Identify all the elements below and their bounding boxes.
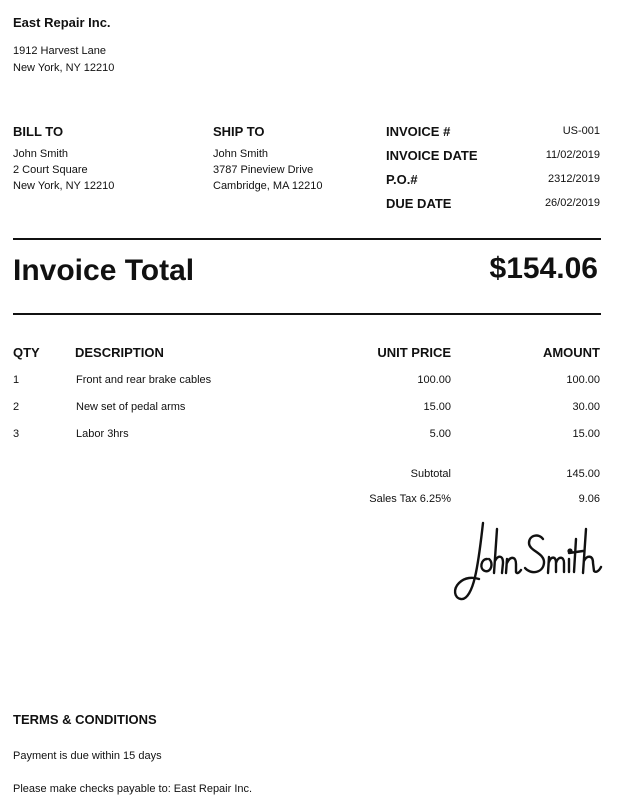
- due-date-value: 26/02/2019: [544, 197, 600, 209]
- signature: [445, 515, 605, 610]
- sales-tax-value: 9.06: [578, 493, 600, 505]
- due-date-label: DUE DATE: [386, 196, 452, 211]
- col-header-description: DESCRIPTION: [75, 345, 164, 360]
- company-address-line1: 1912 Harvest Lane: [13, 45, 106, 57]
- row-3-amount: 15.00: [572, 428, 600, 440]
- row-2-amount: 30.00: [572, 401, 600, 413]
- company-name: East Repair Inc.: [13, 15, 111, 30]
- invoice-date-value: 11/02/2019: [545, 149, 600, 161]
- col-header-qty: QTY: [13, 345, 40, 360]
- ship-to-name: John Smith: [213, 148, 269, 160]
- terms-line1: Payment is due within 15 days: [13, 750, 162, 762]
- row-2-description: New set of pedal arms: [76, 401, 186, 413]
- row-3-description: Labor 3hrs: [76, 428, 129, 440]
- terms-heading: TERMS & CONDITIONS: [13, 712, 157, 727]
- invoice-date-label: INVOICE DATE: [386, 148, 478, 163]
- invoice-total-label: Invoice Total: [13, 254, 195, 287]
- row-1-unit-price: 100.00: [417, 374, 451, 386]
- row-1-description: Front and rear brake cables: [76, 374, 212, 386]
- bill-to-heading: BILL TO: [13, 124, 64, 139]
- row-2-qty: 2: [13, 401, 20, 413]
- terms-line2: Please make checks payable to: East Repair Inc.: [13, 783, 253, 795]
- row-2-unit-price: 15.00: [423, 401, 451, 413]
- row-3-qty: 3: [13, 428, 20, 440]
- row-1-amount: 100.00: [566, 374, 600, 386]
- company-address-line2: New York, NY 12210: [13, 62, 115, 74]
- col-header-amount: AMOUNT: [542, 345, 600, 360]
- po-number-label: P.O.#: [386, 172, 418, 187]
- bill-to-name: John Smith: [13, 148, 69, 160]
- bill-to-line2: New York, NY 12210: [13, 180, 115, 192]
- subtotal-value: 145.00: [566, 468, 600, 480]
- bill-to-line1: 2 Court Square: [13, 164, 88, 176]
- subtotal-label: Subtotal: [410, 468, 451, 480]
- col-header-unit-price: UNIT PRICE: [377, 345, 451, 360]
- sales-tax-label: Sales Tax 6.25%: [369, 493, 451, 505]
- ship-to-line1: 3787 Pineview Drive: [213, 164, 314, 176]
- invoice-number-label: INVOICE #: [386, 124, 451, 139]
- invoice-total-value: $154.06: [489, 252, 598, 285]
- po-number-value: 2312/2019: [548, 173, 600, 185]
- divider-top: [13, 238, 601, 240]
- ship-to-line2: Cambridge, MA 12210: [213, 180, 323, 192]
- ship-to-heading: SHIP TO: [213, 124, 265, 139]
- row-1-qty: 1: [13, 374, 20, 386]
- row-3-unit-price: 5.00: [429, 428, 451, 440]
- invoice-number-value: US-001: [562, 125, 600, 137]
- divider-bottom: [13, 313, 601, 315]
